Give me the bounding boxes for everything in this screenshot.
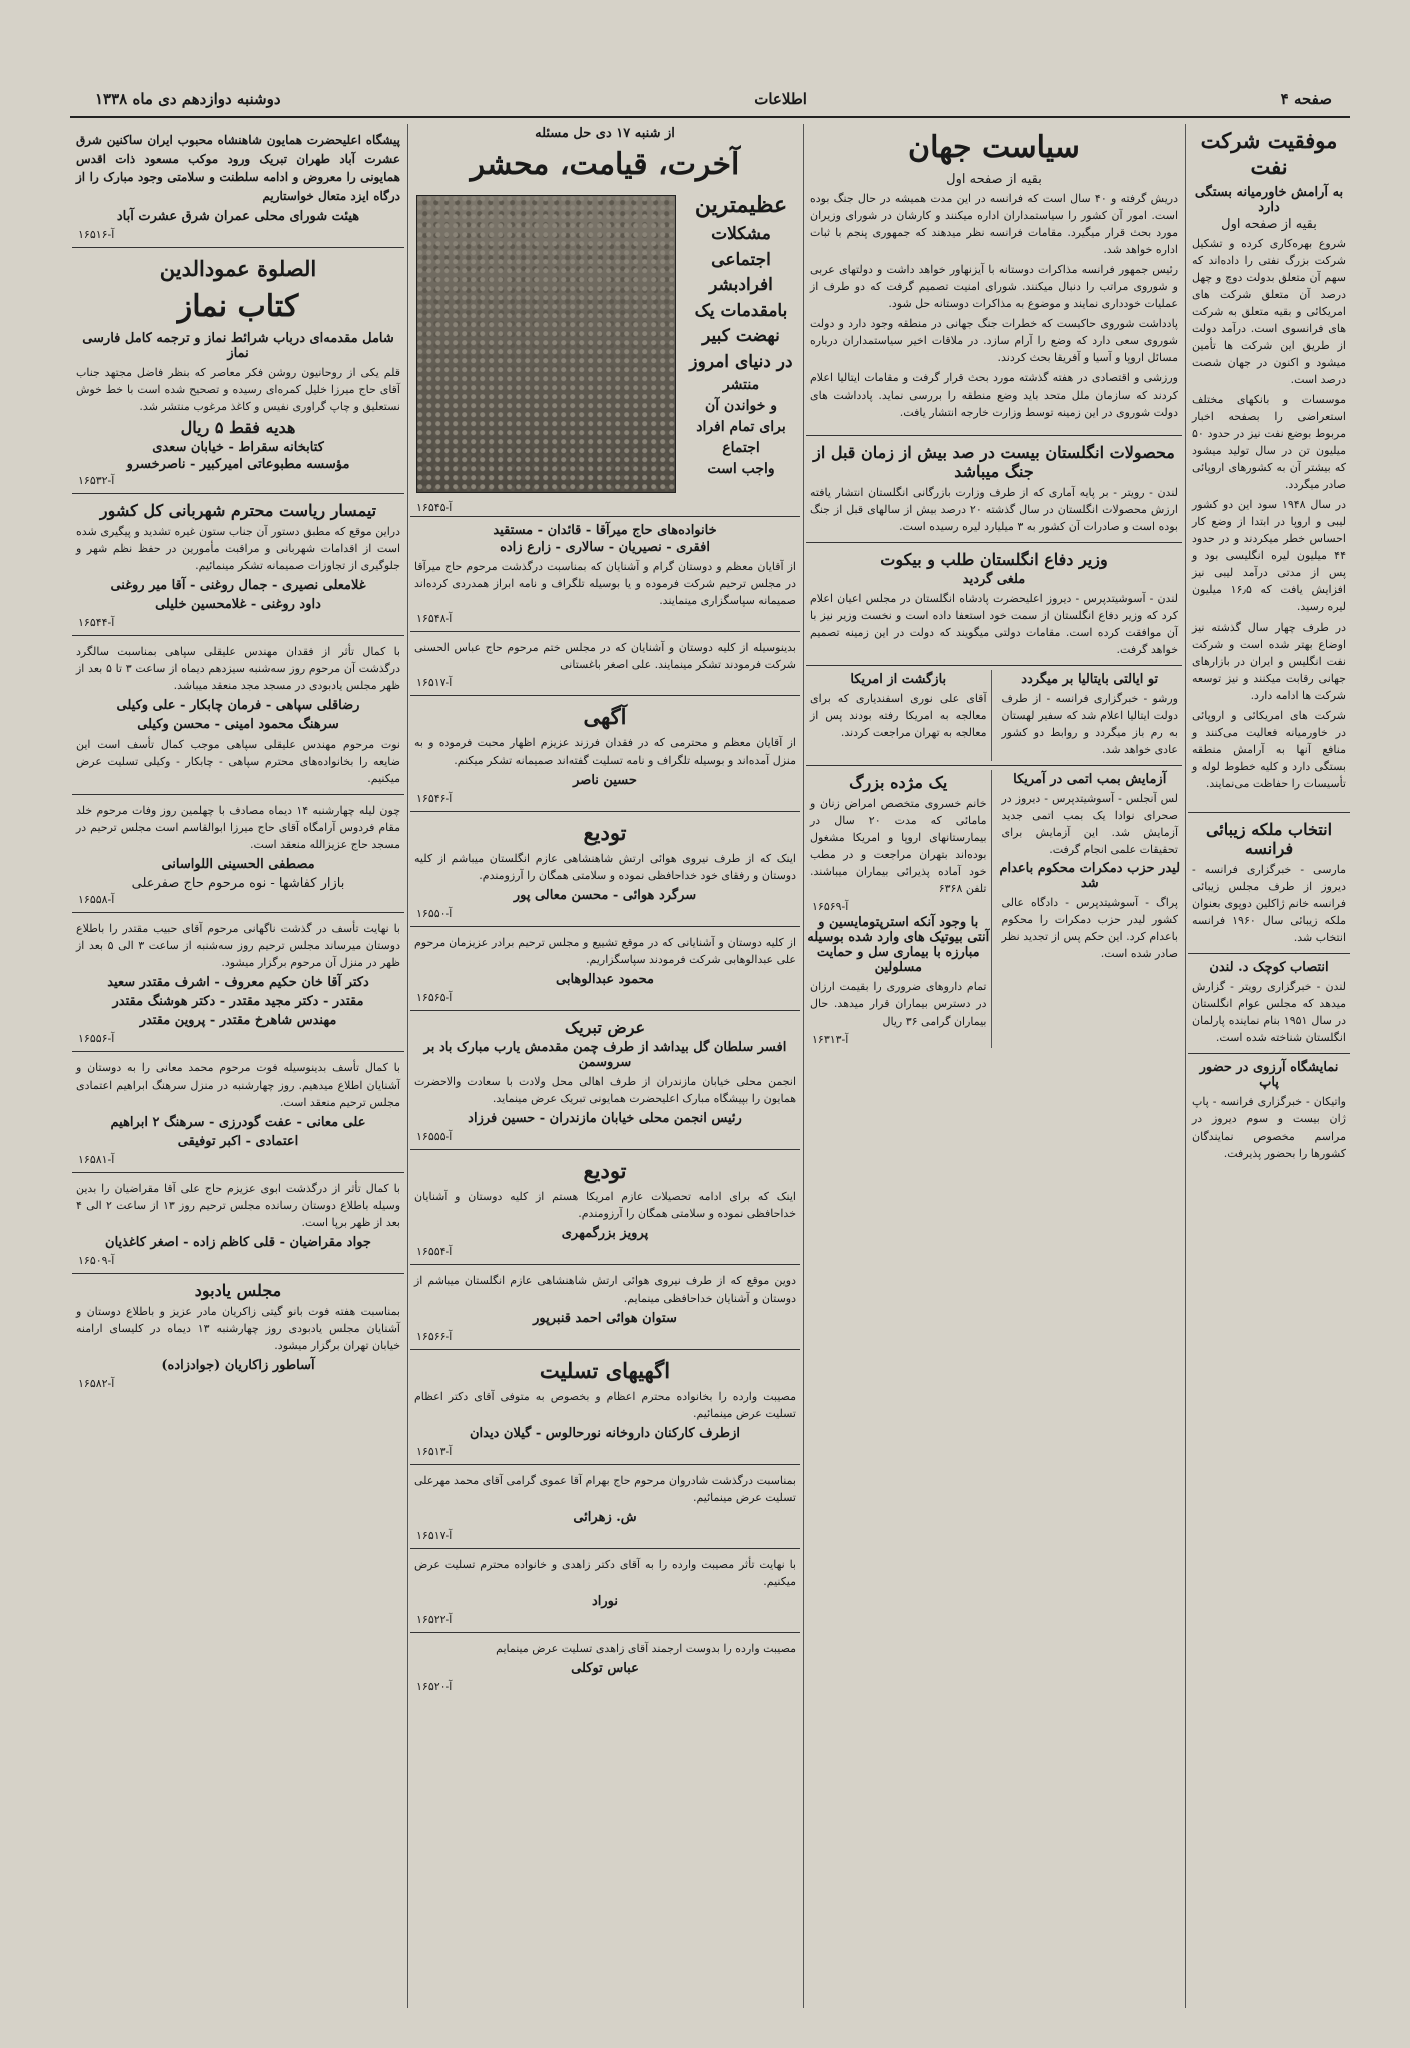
farewell-headline: تودیع (583, 819, 627, 845)
farewell-body: اینک که از طرف نیروی هوائی ارتش شاهنشاهی عازم انگلستان میباشم از کلیه دوستان و رفقای خود خداحافظی نموده و سلامتی همگان را آرزومندم. (414, 851, 796, 882)
ad-code: آ-۱۶۵۴۸ (416, 612, 453, 626)
ad-code: آ-۱۶۵۲۲ (416, 1613, 453, 1627)
condolence-headline: اگهیهای تسلیت (539, 1357, 671, 1383)
police-signatures: داود روغنی - غلامحسین خلیلی (155, 596, 321, 612)
beauty-body: مارسی - خبرگزاری فرانسه - دیروز از طرف مجلس زیبائی فرانسه خانم ژاکلین دوپوی بعنوان ملکه زیبائی سال ۱۹۶۰ فرانسه انتخاب شد. (1192, 863, 1346, 945)
mourning-signatures: مقتدر - دکتر مجید مقتدر - دکتر هوشنگ مقتدر (112, 994, 364, 1010)
memorial-signatures: رضاقلی سپاهی - فرمان چابکار - علی وکیلی (116, 698, 360, 714)
police-body: دراین موقع که مطبق دستور آن جناب ستون غیره تشدید و پیگیری شده است از اقدامات شهربانی و مراقبت مأمورین در حفظ نظم شهر و جلوگیری از تجاوزات صمیمانه تشکر مینمائیم. (76, 524, 400, 572)
column-oil (1188, 124, 1350, 2008)
oil-body: در طرف چهار سال گذشته نیز اوضاع بهتر شده است و شرکت نفت انگلیس و ایران در بازارهای جهانی رقابت میکنند و نیز توسعه شرکت ها ادامه دارد. (1192, 620, 1346, 702)
ad-code: آ-۱۶۵۶۶ (416, 1329, 453, 1343)
ad-code: آ-۱۶۵۵۰ (416, 906, 453, 920)
london-body: لندن - خبرگزاری رویتر - گزارش میدهد که مجلس عوام انگلستان در سال ۱۹۵۱ بنام نماینده پارلمان انگلستان شناخته شده است. (1192, 980, 1347, 1045)
congrats-body: انجمن محلی خیابان مازندران از طرف اهالی محل ولادت با سعادت والاحضرت همایون را بپیشگاه مبارک اعلیحضرت همایونی تبریک عرض مینماید. (414, 1075, 796, 1106)
oil-subheadline: به آرامش خاورمیانه بستگی دارد (1194, 184, 1344, 215)
family-body: از آقایان معظم و دوستان گرام و آشنایان که بمناسبت درگذشت مرحوم حاج میرآقا در مجلس ترحیم شرکت فرموده و یا بوسیله تلگراف و نامه ابراز همدردی کرده‌اند صمیمانه سپاسگزاری مینمایند. (414, 560, 796, 608)
uk-products-body: لندن - رویتر - بر پایه آماری که از طرف وزارت بازرگانی انگلستان انتشار یافته ارزش محصولات انگلستان در سال گذشته ۲۰ درصد بیش از سالهای قبل از جنگ بوده است و صادرات آن کشور به ۳ میلیارد لیره رسیده است. (810, 485, 1178, 533)
ad-code: آ-۱۶۵۵۶ (78, 1032, 115, 1046)
atomic-body: لس آنجلس - آسوشیتدپرس - دیروز در صحرای نوادا یک بمب اتمی جدید آزمایش شد. این آزمایش برای تحقیقات علمی انجام گرفت. (1001, 792, 1178, 857)
oil-body: شرکت های امریکائی و اروپائی در خاورمیانه فعالیت می‌کنند و منافع آنها به آرامش منطقه بستگی دارد و کلیه خطوط لوله و تأسیسات را حفاظت می‌نمایند. (1192, 708, 1346, 790)
notice-headline: آگهی (583, 704, 627, 730)
royal-congrats-body: پیشگاه اعلیحضرت همایون شاهنشاه محبوب ایران ساکنین شرق عشرت آباد طهران تبریک ورود موکب مسعود ذات اقدس همایونی را معروض و ادامه سلطنت و سلامتی وجود مبارک را از درگاه ایزد متعال خواستاریم (76, 133, 400, 203)
condolence-signature: نوراد (591, 1594, 618, 1610)
prayer-book-body: قلم یکی از روحانیون روشن فکر معاصر که بنظر فاضل مجتهد جناب آقای حاج میرزا خلیل کمره‌ای رسیده و تصحیح شده است با خط خوش نستعلیق و چاپ گراوری نفیس و کاغذ مرغوب منتشر شد. (76, 365, 400, 413)
memorial-signature: آساطور زاکاریان (جوادزاده) (161, 1357, 315, 1373)
oil-continued: بقیه از صفحه اول (1221, 216, 1317, 232)
ad-code: آ-۱۶۵۱۶ (78, 228, 115, 242)
fortieth-body: چون لیله چهارشنبه ۱۴ دیماه مصادف با چهلمین روز وفات مرحوم خلد مقام فردوس آرامگاه آقای حاج میرزا ابوالقاسم است مجلس ترحیم در مسجد حاج عزیزالله منعقد است. (76, 804, 400, 852)
congrats-signature: رئیس انجمن محلی خیابان مازندران - حسین فرزاد (468, 1111, 742, 1127)
ad-code: آ-۱۶۵۵۵ (416, 1130, 453, 1144)
masthead (95, 86, 1332, 112)
ad-code: آ-۱۶۵۴۶ (416, 791, 453, 805)
democrat-headline: لیدر حزب دمکرات محکوم باعدام شد (999, 861, 1181, 892)
top-rule (70, 116, 1350, 118)
ad-code: آ-۱۶۵۲۰ (416, 1680, 453, 1694)
ad-code: آ-۱۶۵۴۴ (78, 615, 115, 629)
return-item (806, 670, 992, 761)
uk-defense-sub: ملغی گردید (962, 571, 1026, 587)
ad-code: آ-۱۶۵۶۵ (416, 991, 453, 1005)
farewell-body: دوین موقع که از طرف نیروی هوائی ارتش شاهنشاهی عازم انگلستان میباشم از دوستان و آشنایان خداحافظی مینمایم. (414, 1274, 796, 1305)
mourning-signatures: اعتمادی - اکبر توفیقی (177, 1133, 299, 1149)
atomic-item (998, 770, 1183, 1047)
thanks-signature: محمود عبدالوهابی (556, 972, 654, 988)
pope-body: واتیکان - خبرگزاری فرانسه - پاپ ژان بیست و سوم دیروز در مراسم مخصوص نمایندگان کشورها را بحضور پذیرفت. (1192, 1095, 1346, 1160)
democrat-body: پراگ - آسوشیتدپرس - دادگاه عالی کشور لیدر حزب دمکرات را محکوم باعدام کرد. این حکم پس از تجدید نظر صادر شده است. (1001, 896, 1178, 961)
return-body: آقای علی نوری اسفندیاری که برای معالجه به امریکا رفته بودند پس از معالجه به تهران مراجعت کردند. (810, 691, 987, 740)
mourning-signatures: جواد مقراضیان - قلی کاظم زاده - اصغر کاغذیان (105, 1234, 371, 1250)
condolence-body: بمناسبت درگذشت شادروان مرحوم حاج بهرام آقا عموی گرامی آقای محمد مهرعلی تسلیت عرض مینمائیم. (414, 1473, 796, 1504)
world-body: دریش گرفته و ۴۰ سال است که فرانسه در این مدت همیشه در حال جنگ بوده است. امور آن کشور را سیاستمداران اداره میکنند و کارشان در شورای وزیران مورد بحث قرار میگیرد. مقامات فرانسه نظر میدهند که جمهوری پنجم با ثبات اداره خواهد شد. (810, 192, 1178, 257)
world-body: ورزشی و اقتصادی در هفته گذشته مورد بحث قرار گرفت و مقامات ایتالیا اعلام کردند که سازمان ملل متحد باید وضع منطقه را بررسی نماید. پادداشت های دولت شوروی در این زمینه توسط وزارت خارجه انتشار یافت. (810, 371, 1178, 419)
farewell-signature: ستوان هوائی احمد قنبرپور (533, 1310, 677, 1326)
good-news-body: خانم خسروی متخصص امراض زنان و مامائی که مدت ۲۰ سال در بیمارستانهای اروپا و امریکا مشغول بوده‌اند بتهران مراجعت و در مطب خود آماده پذیرائی بیماران میباشند. تلفن ۶۳۶۸ (810, 797, 987, 896)
atomic-headline: آزمایش بمب اتمی در آمریکا (1013, 772, 1167, 788)
condolence-signature: عباس توکلی (571, 1661, 639, 1677)
prayer-book-price: هدیه فقط ۵ ریال (180, 417, 296, 437)
mourning-signatures: علی معانی - عفت گودرزی - سرهنگ ۲ ابراهیم (110, 1114, 366, 1130)
column-ads-center (410, 124, 800, 2008)
condolence-body: با نهایت تأثر مصیبت وارده را به آقای دکتر زاهدی و خانواده محترم تسلیت عرض میکنیم. (414, 1557, 796, 1589)
mourning-body: با نهایت تأسف در گذشت ناگهانی مرحوم آقای حبیب مقتدر را باطلاع دوستان میرساند مجلس ترحیم روز سه‌شنبه از ساعت ۳ الی ۵ بعد از ظهر در منزل آن مرحوم برگزار میشود. (76, 922, 400, 970)
ad-code: آ-۱۶۵۱۷ (416, 1528, 453, 1542)
world-continued: بقیه از صفحه اول (946, 172, 1042, 187)
fortieth-sub: بازار کفاشها - نوه مرحوم حاج صفرعلی (131, 876, 345, 892)
mourning-body: با کمال تأسف بدینوسیله فوت مرحوم محمد معانی را به دوستان و آشنایان اطلاع میدهیم. روز چهارشنبه در منزل سرهنگ ابراهیم اعتمادی مجلس ترحیم منعقد است. (76, 1061, 400, 1109)
memorial-body: با کمال تأثر از فقدان مهندس علیقلی سپاهی بمناسبت سالگرد درگذشت آن مرحوم روز سه‌شنبه سیزدهم دیماه از ساعت ۳ تا ۵ بعد از ظهر مجلس یادبودی در مسجد مجد منعقد میباشد. (76, 644, 401, 692)
pope-headline: نمایشگاه آرزوی در حضور پاپ (1199, 1060, 1339, 1091)
memorial-body: نوت مرحوم مهندس علیقلی سپاهی موجب کمال تأسف است این ضایعه را بخانواده‌های محترم سپاهی - چابکار - وکیلی تسلیت عرض میکنیم. (76, 738, 400, 786)
oil-body: موسسات و بانکهای مختلف استعراضی را بصفحه اخبار مربوط بوضع نفت نیز در حدود ۵۰ میلیون تن در سال تولید میشود که بیشتر آن به کشورهای اروپائی صادر میگردد. (1192, 392, 1346, 492)
family-sub: افقری - نصیریان - سالاری - زارع زاده (500, 540, 710, 555)
world-headline: سیاست جهان (908, 130, 1080, 165)
tb-body: تمام داروهای ضروری را بقیمت ارزان در دسترس بیماران قرار میدهد. حال بیماران گرامی ۳۶ ریال (810, 980, 987, 1028)
mourning-body: با کمال تأثر از درگذشت ابوی عزیزم حاج علی آقا مقراضیان را بدین وسیله باطلاع دوستان رسانده مجلس ترحیم روز ۱۳ از ساعت ۲ الی ۴ بعد از ظهر برپا است. (76, 1181, 401, 1229)
royal-congrats-signature: هیئت شورای محلی عمران شرق عشرت آباد (116, 209, 360, 225)
congrats-headline: عرض تبریک (564, 1018, 646, 1038)
italy-headline: تو ایالتی بایتالیا بر میگردد (1021, 671, 1159, 687)
farewell-signature: سرگرد هوائی - محسن معالی پور (513, 887, 697, 903)
prayer-book-headline: الصلوة عمودالدین (159, 256, 317, 282)
farewell-headline: تودیع (583, 1158, 627, 1184)
prayer-book-sub: شامل مقدمه‌ای درباب شرائط نماز و ترجمه کامل فارسی نماز (82, 330, 394, 361)
notice-signature: حسین ناصر (573, 772, 637, 788)
uk-defense-body: لندن - آسوشیتدپرس - دیروز اعلیحضرت پادشاه انگلستان در مجلس اعیان اعلام کرد که وزیر دفاع انگلستان از سمت خود استعفا داده است و نخست وزیر نیز با آن موافقت کرده است. مقامات دولتی میگویند که دولت در این زمینه تصمیم خواهد گرفت. (810, 591, 1178, 656)
ad-code: آ-۱۶۵۵۴ (416, 1245, 453, 1259)
family-headline: خانواده‌های حاج میرآقا - قائدان - مستقید (493, 523, 717, 538)
book-cover-image (416, 195, 676, 493)
world-body: رئیس جمهور فرانسه مذاکرات دوستانه با آیزنهاور خواهد داشت و دولتهای عربی و شوروی مراتب را دنبال میکنند. شورای امنیت تصمیم گرفت که دو طرف از عملیات خودداری نمایند و موضوع به مذاکرات دوستانه حل شود. (810, 263, 1178, 311)
thanks-body: از کلیه دوستان و آشنایانی که در موقع تشییع و مجلس ترحیم برادر عزیزمان مرحوم علی عبدالوهابی شرکت فرمودند سپاسگزاریم. (414, 935, 796, 966)
london-headline: انتصاب کوچک د. لندن (1209, 960, 1329, 976)
page-number: صفحه ۴ (1280, 90, 1332, 108)
police-signatures: غلامعلی نصیری - جمال روغنی - آقا میر روغنی (110, 577, 366, 593)
prayer-book-publisher: مؤسسه مطبوعاتی امیرکبیر - ناصرخسرو (126, 456, 350, 472)
mourning-signatures: دکتر آقا خان حکیم معروف - اشرف مقتدر سعید (107, 975, 369, 991)
ad-code: آ-۱۶۵۶۹ (812, 900, 849, 914)
column-world-politics (806, 124, 1182, 2008)
oil-body: شروع بهره‌کاری کرده و تشکیل شرکت بزرگ نفتی را داده‌اند که سهم آن متعلق بدولت دوچ و چهل درصد آن متعلق شرکت های امریکائی و بقیه متعلق به شرکت های فرانسوی است. درآمد دولت از طریق این شرکت ها تأمین میشود و اکنون در جهان شصت درصد است. (1192, 236, 1346, 386)
italy-body: ورشو - خبرگزاری فرانسه - از طرف دولت ایتالیا اعلام شد که سفیر لهستان به رم باز میگردد و روابط دو کشور عادی خواهد شد. (1001, 691, 1178, 757)
condolence-body: مصیبت وارده را بخانواده محترم اعظام و بخصوص به متوفی آقای دکتر اعظام تسلیت عرض مینمائیم. (414, 1389, 796, 1420)
notice-body: از آقایان معظم و محترمی که در فقدان فرزند عزیزم اظهار محبت فرموده و به منزل آمده‌اند و بوسیله تلگراف و نامه تسلیت گفته‌اند صمیمانه تشکر میکنم. (414, 736, 796, 767)
oil-headline: موفقیت شرکت نفت (1200, 128, 1338, 180)
ad-code: آ-۱۶۵۸۲ (78, 1376, 115, 1390)
condolence-signature: ش. زهرائی (573, 1509, 637, 1525)
ad-code: آ-۱۶۵۳۲ (78, 473, 115, 487)
memorial-signatures: سرهنگ محمود امینی - محسن وکیلی (137, 717, 339, 733)
ad-code: آ-۱۶۵۵۸ (78, 893, 115, 907)
column-divider (1185, 124, 1186, 2008)
uk-products-headline: محصولات انگلستان بیست در صد بیش از زمان قبل از جنگ میباشد (813, 442, 1175, 481)
prayer-book-title: کتاب نماز (177, 288, 299, 324)
fortieth-signature: مصطفی الحسینی اللواسانی (161, 857, 315, 873)
book-ad (410, 189, 800, 499)
ad-code: آ-۱۶۵۰۹ (78, 1253, 115, 1267)
mourning-signatures: مهندس شاهرخ مقتدر - پروین مقتدر (139, 1013, 337, 1029)
italy-item (998, 670, 1183, 761)
farewell-signature: پرویز بزرگمهری (561, 1226, 649, 1242)
paper-name: اطلاعات (754, 90, 807, 108)
ad-code: آ-۱۶۵۸۱ (78, 1152, 115, 1166)
memorial-body: بمناسبت هفته فوت بانو گیتی زاکریان مادر عزیز و باطلاع دوستان و آشنایان مجلس یادبودی روز چهارشنبه ۱۳ دیماه در کلیسای ارامنه خیابان تهران برگزار میشود. (76, 1304, 400, 1352)
congrats-sub: افسر سلطان گل بیداشد از طرف چمن مقدمش یارب مبارک باد بر سروسمن (423, 1040, 787, 1071)
police-headline: تیمسار ریاست محترم شهربانی کل کشور (99, 500, 377, 520)
issue-date: دوشنبه دوازدهم دی ماه ۱۳۳۸ (95, 90, 281, 108)
column-ads-left (72, 124, 404, 2008)
oil-body: در سال ۱۹۴۸ سود این دو کشور لیبی و اروپا در ابتدا از وضع کار احساس خطر میکردند و در حدود ۴۴ میلیون لیره انگلیسی بود و پس از مدتی درآمد لیبی نیز افزایش یافت که ۱۶٫۵ میلیون لیره رسید. (1192, 498, 1346, 614)
ad-code: آ-۱۶۵۱۳ (416, 1444, 453, 1458)
ad-code: آ-۱۶۳۱۳ (812, 1032, 849, 1046)
ad-code: آ-۱۶۵۱۷ (416, 676, 453, 690)
return-headline: بازگشت از امریکا (850, 671, 947, 687)
good-news-headline: یک مژده بزرگ (849, 773, 948, 793)
column-divider (407, 124, 408, 2008)
column-divider (803, 124, 804, 2008)
thanks-body: بدینوسیله از کلیه دوستان و آشنایان که در مجلس ختم مرحوم حاج عباس الحسنی شرکت فرمودند تشکر مینمایند. علی اصغر باغستانی (414, 641, 796, 672)
book-topline: از شنبه ۱۷ دی حل مسئله (535, 126, 675, 141)
good-news-item (806, 770, 992, 1047)
condolence-body: مصیبت وارده را بدوست ارجمند آقای زاهدی تسلیت عرض مینمایم (496, 1642, 796, 1656)
book-headline: آخرت، قیامت، محشر (470, 147, 740, 182)
world-body: پادداشت شوروی حاکیست که خطرات جنگ جهانی در منطقه وجود دارد و دولت شوروی سعی دارد که وضع را آرام سازد. در ملاقات اخیر سیاستمداران درباره مسائل اروپا و آسیا و آفریقا بحث کردند. (810, 317, 1178, 365)
uk-defense-headline: وزیر دفاع انگلستان طلب و بیکوت (880, 549, 1108, 569)
condolence-signature: ازطرف کارکنان داروخانه نورحالوس - گیلان دیدان (470, 1425, 740, 1441)
prayer-book-shop: کتابخانه سقراط - خیابان سعدی (152, 439, 324, 455)
book-side-text: عظیمترین مشکلات اجتماعی افرادبشر بامقدمات یک نهضت کبیر در دنیای امروز منتشر و خواندن آن برای تمام افراد اجتماع واجب است (689, 192, 793, 477)
memorial-headline: مجلس یادبود (194, 1280, 282, 1300)
beauty-headline: انتخاب ملکه زیبائی فرانسه (1205, 820, 1333, 858)
farewell-body: اینک که برای ادامه تحصیلات عازم امریکا هستم از کلیه دوستان و آشنایان خداحافظی نموده و سلامتی همگان را آرزومندم. (414, 1190, 796, 1221)
tb-headline: با وجود آنکه استرپتومایسین و آنتی بیوتیک های وارد شده بوسیله مبارزه با بیماری سل و حمایت مسلولین (807, 915, 990, 976)
ad-code: آ-۱۶۵۴۵ (416, 501, 453, 514)
